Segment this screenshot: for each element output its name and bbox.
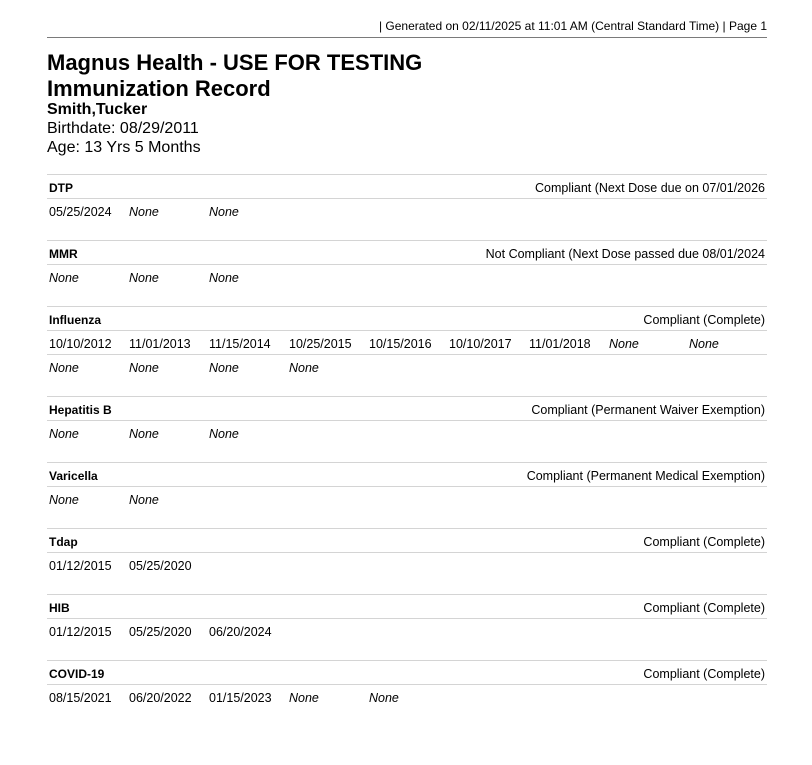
dose-row (47, 355, 767, 378)
section-spacer (47, 642, 767, 660)
dose-date: 01/12/2015 (49, 625, 112, 639)
dose-row (47, 265, 767, 288)
dose-date: None (129, 205, 159, 219)
dose-date: None (49, 493, 79, 507)
patient-age: Age: 13 Yrs 5 Months (47, 139, 201, 156)
dose-date: None (289, 691, 319, 705)
dose-date: None (129, 427, 159, 441)
dose-date: None (129, 493, 159, 507)
dose-row (47, 199, 767, 222)
dose-row (47, 685, 767, 708)
header-divider (47, 37, 767, 38)
immunization-section-mmr (47, 240, 767, 306)
dose-date: None (129, 271, 159, 285)
section-spacer (47, 222, 767, 240)
compliance-status: Compliant (Complete) (643, 601, 765, 615)
dose-date: 11/01/2018 (529, 337, 591, 351)
dose-date: 10/10/2017 (449, 337, 512, 351)
section-header (47, 174, 767, 199)
dose-row (47, 619, 767, 642)
patient-birthdate: Birthdate: 08/29/2011 (47, 120, 199, 137)
section-header (47, 660, 767, 685)
dose-date: None (209, 205, 239, 219)
section-header (47, 528, 767, 553)
compliance-status: Compliant (Permanent Waiver Exemption) (531, 403, 765, 417)
dose-date: None (49, 427, 79, 441)
dose-date: 05/25/2020 (129, 625, 192, 639)
dose-date: None (689, 337, 719, 351)
dose-date: None (49, 271, 79, 285)
immunization-section-covid-19 (47, 660, 767, 726)
dose-row (47, 421, 767, 444)
organization-title: Magnus Health - USE FOR TESTING (47, 50, 423, 75)
immunization-section-dtp (47, 174, 767, 240)
section-header (47, 396, 767, 421)
document-title: Immunization Record (47, 76, 271, 101)
patient-name: Smith,Tucker (47, 101, 148, 118)
dose-date: None (289, 361, 319, 375)
compliance-status: Compliant (Complete) (643, 313, 765, 327)
compliance-status: Compliant (Next Dose due on 07/01/2026 (534, 181, 765, 195)
section-spacer (47, 510, 767, 528)
vaccine-name: DTP (49, 181, 73, 195)
section-header (47, 306, 767, 331)
dose-date: 05/25/2024 (49, 205, 112, 219)
vaccine-name: HIB (49, 601, 70, 615)
vaccine-name: Hepatitis B (49, 403, 112, 417)
dose-date: 06/20/2024 (209, 625, 272, 639)
dose-date: None (609, 337, 639, 351)
dose-date: 11/01/2013 (129, 337, 191, 351)
vaccine-name: COVID-19 (49, 667, 105, 681)
dose-date: 01/15/2023 (209, 691, 272, 705)
section-spacer (47, 708, 767, 726)
immunization-section-varicella (47, 462, 767, 528)
dose-date: 10/25/2015 (289, 337, 352, 351)
dose-row (47, 487, 767, 510)
dose-date: None (369, 691, 399, 705)
vaccine-name: Influenza (49, 313, 102, 327)
section-spacer (47, 444, 767, 462)
compliance-status: Compliant (Complete) (643, 667, 765, 681)
immunization-sections (47, 174, 767, 726)
dose-date: 01/12/2015 (49, 559, 112, 573)
vaccine-name: Varicella (49, 469, 98, 483)
compliance-status: Not Compliant (Next Dose passed due 08/01/2024 (485, 247, 765, 261)
dose-date: None (209, 361, 239, 375)
dose-date: 11/15/2014 (209, 337, 271, 351)
section-header (47, 594, 767, 619)
dose-date: 10/15/2016 (369, 337, 432, 351)
section-spacer (47, 576, 767, 594)
generated-timestamp: | Generated on 02/11/2025 at 11:01 AM (Central Standard Time) | Page 1 (378, 19, 767, 33)
dose-date: None (129, 361, 159, 375)
dose-date: 05/25/2020 (129, 559, 192, 573)
immunization-section-influenza (47, 306, 767, 396)
compliance-status: Compliant (Complete) (643, 535, 765, 549)
section-header (47, 240, 767, 265)
dose-date: 10/10/2012 (49, 337, 112, 351)
dose-date: 06/20/2022 (129, 691, 192, 705)
section-header (47, 462, 767, 487)
section-spacer (47, 378, 767, 396)
immunization-section-tdap (47, 528, 767, 594)
dose-date: None (209, 271, 239, 285)
dose-date: None (49, 361, 79, 375)
compliance-status: Compliant (Permanent Medical Exemption) (526, 469, 765, 483)
dose-row (47, 331, 767, 355)
vaccine-name: Tdap (49, 535, 78, 549)
dose-row (47, 553, 767, 576)
section-spacer (47, 288, 767, 306)
dose-date: 08/15/2021 (49, 691, 112, 705)
vaccine-name: MMR (49, 247, 78, 261)
immunization-section-hib (47, 594, 767, 660)
immunization-section-hepatitis-b (47, 396, 767, 462)
dose-date: None (209, 427, 239, 441)
